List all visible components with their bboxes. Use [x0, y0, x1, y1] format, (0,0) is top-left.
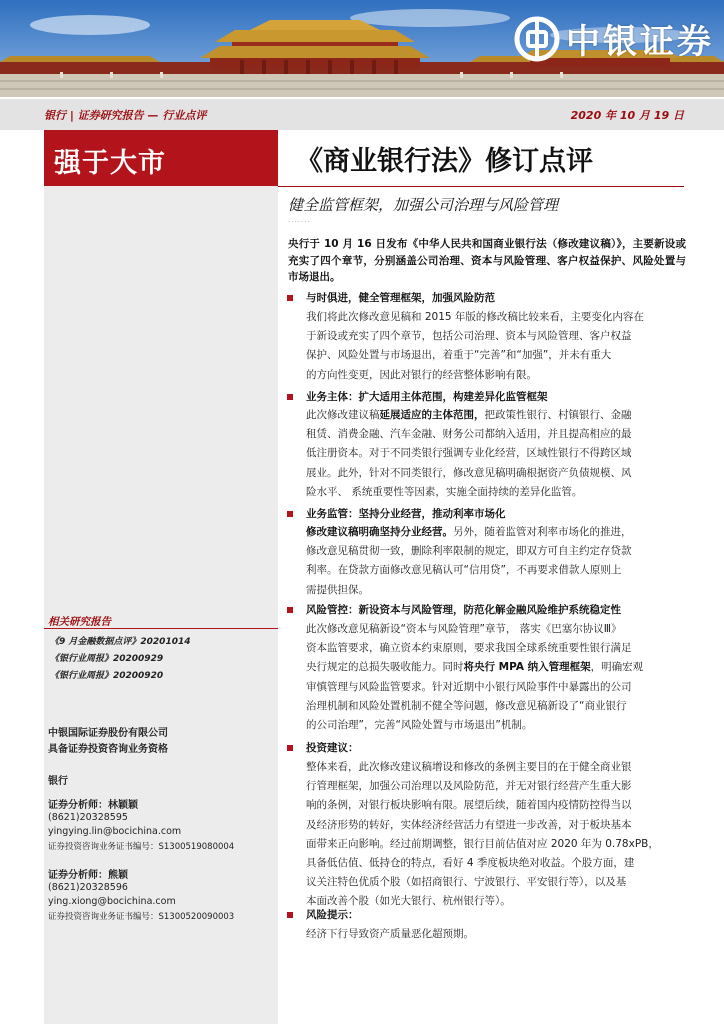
body-line: 此次修改建议稿延展适应的主体范围，把政策性银行、村镇银行、金融 — [306, 409, 632, 421]
body-line: 险水平、 系统重要性等因素，实施全面持续的差异化监管。 — [306, 485, 583, 498]
body-line: 治理机制和风险处置机制不健全等问题，修改意见稿新设了“商业银行 — [306, 699, 627, 712]
bullet-square-icon — [287, 295, 293, 301]
body-line: 整体来看，此次修改建议稿增设和修改的条例主要目的在于健全商业银 — [306, 761, 632, 773]
section-body — [306, 620, 686, 735]
body-line: 低注册资本。对于不同类银行强调专业化经营，区域性银行不得跨区域 — [306, 447, 632, 460]
section-body — [306, 308, 686, 385]
bullet-square-icon — [287, 607, 293, 613]
bank-of-china-logo-icon — [514, 16, 560, 62]
section-heading: 风险管控：新设资本与风险管理，防范化解金融风险维护系统稳定性 — [306, 604, 621, 616]
body-line: 议关注特色优质个股（如招商银行、宁波银行、平安银行等），以及基 — [306, 876, 627, 889]
body-line: 保护、风险处置与市场退出，着重于“完善”和“加强”，并未有重大 — [306, 349, 612, 362]
section-body — [306, 406, 686, 502]
bullet-square-icon — [287, 912, 293, 918]
section-heading: 与时俱进，健全管理框架，加强风险防范 — [306, 292, 495, 304]
related-reports-heading: 相关研究报告 — [48, 616, 111, 628]
report-category-strip — [0, 97, 724, 130]
body-line: 展业。此外，针对不同类银行，修改意见稿明确根据资产负债规模、风 — [306, 466, 632, 479]
analyst-name: 证券分析师：熊颖 — [48, 870, 128, 881]
bullet-square-icon — [287, 511, 293, 517]
body-line: 响的条例，对银行板块影响有限。展望后续，随着国内疫情防控得当以 — [306, 799, 632, 812]
body-line: 央行规定的总损失吸收能力。同时将央行 MPA 纳入管理框架，明确宏观 — [306, 661, 644, 674]
body-line: 利率。在贷款方面修改意见稿认可“信用贷”，不再要求借款人原则上 — [306, 564, 622, 577]
bullet-square-icon — [287, 394, 293, 400]
analyst-license: 证券投资咨询业务证书编号：S1300520090003 — [48, 912, 235, 922]
related-report-link[interactable]: 《银行业周报》20200920 — [50, 671, 164, 681]
analyst-name: 证券分析师：林颖颖 — [48, 800, 138, 811]
body-line: 的方向性变更，因此对银行的经营整体影响有限。 — [306, 368, 537, 381]
subtitle-dots: ······· — [288, 218, 311, 226]
body-line: 审慎管理与风险监管要求。针对近期中小银行风险事件中暴露出的公司 — [306, 680, 632, 693]
company-qualification: 具备证券投资咨询业务资格 — [48, 744, 168, 755]
body-line: 此次修改意见稿新设“资本与风险管理”章节， 落实《巴塞尔协议Ⅲ》 — [306, 623, 622, 635]
title-divider — [278, 186, 684, 187]
report-category: 银行 | 证券研究报告 — 行业点评 — [44, 109, 207, 122]
body-line: 本面改善个股（如光大银行、杭州银行等）。 — [306, 895, 511, 908]
body-line: 具备低估值、低持仓的特点，看好 4 季度板块绝对收益。个股方面，建 — [306, 857, 635, 870]
body-line: 修改意见稿贯彻一致，删除利率限制的规定，即双方可自主约定存贷款 — [306, 545, 632, 558]
brand-name: 中银证券 — [566, 22, 714, 62]
body-line: 需提供担保。 — [306, 583, 369, 596]
section-body — [306, 523, 686, 600]
section-heading: 业务主体：扩大适用主体范围，构建差异化监管框架 — [306, 391, 548, 403]
analyst-phone: (8621)20328596 — [48, 882, 128, 893]
section-body — [306, 925, 686, 944]
company-name: 中银国际证券股份有限公司 — [48, 728, 168, 739]
body-line: 的公司治理”，完善“风险处置与市场退出”机制。 — [306, 719, 533, 732]
section-heading: 投资建议： — [306, 742, 359, 754]
analyst-license: 证券投资咨询业务证书编号：S1300519080004 — [48, 842, 235, 852]
body-line: 行管理框架，加强公司治理以及风险防范，并无对银行经营产生重大影 — [306, 780, 632, 793]
related-report-link[interactable]: 《9 月金融数据点评》20201014 — [50, 637, 191, 647]
brand-logo — [514, 14, 714, 63]
body-line: 资本监管要求，确立资本约束原则，要求我国全球系统重要性银行满足 — [306, 642, 632, 655]
analyst-email[interactable]: yingying.lin@bocichina.com — [48, 826, 182, 837]
analyst-phone: (8621)20328595 — [48, 812, 128, 823]
intro-summary: 央行于 10 月 16 日发布《中华人民共和国商业银行法（修改建议稿）》，主要新设或充实了四个章节，分别涵盖公司治理、资本与风险管理、客户权益保护、风险处置与市场退出。 — [288, 238, 686, 283]
page-title: 《商业银行法》修订点评 — [296, 146, 593, 177]
analyst-email[interactable]: ying.xiong@bocichina.com — [48, 896, 176, 907]
sidebar-divider — [44, 628, 278, 629]
related-report-link[interactable]: 《银行业周报》20200929 — [50, 654, 164, 664]
page-subtitle: 健全监管框架，加强公司治理与风险管理 — [288, 196, 559, 214]
section-heading: 风险提示： — [306, 909, 359, 921]
section-body — [306, 758, 686, 912]
body-line: 经济下行导致资产质量恶化超预期。 — [306, 928, 474, 940]
body-line: 修改建议稿明确坚持分业经营。另外，随着监管对利率市场化的推进， — [306, 526, 632, 538]
body-line: 我们将此次修改意见稿和 2015 年版的修改稿比较来看，主要变化内容在 — [306, 311, 644, 323]
body-line: 及经济形势的转好，实体经济经营活力有望进一步改善，对于板块基本 — [306, 818, 632, 831]
bullet-square-icon — [287, 745, 293, 751]
sector-label: 银行 — [48, 776, 68, 787]
rating-label: 强于大市 — [54, 148, 166, 179]
body-line: 租赁、消费金融、汽车金融、财务公司都纳入适用，并且提高相应的最 — [306, 428, 632, 441]
body-line: 于新设或充实了四个章节，包括公司治理、资本与风险管理、客户权益 — [306, 330, 632, 343]
section-heading: 业务监管：坚持分业经营，推动利率市场化 — [306, 508, 506, 520]
header-photo — [0, 0, 724, 97]
report-date: 2020 年 10 月 19 日 — [570, 109, 684, 122]
body-line: 面带来正向影响。经过前期调整，银行目前估值对应 2020 年为 0.78xPB， — [306, 837, 659, 850]
